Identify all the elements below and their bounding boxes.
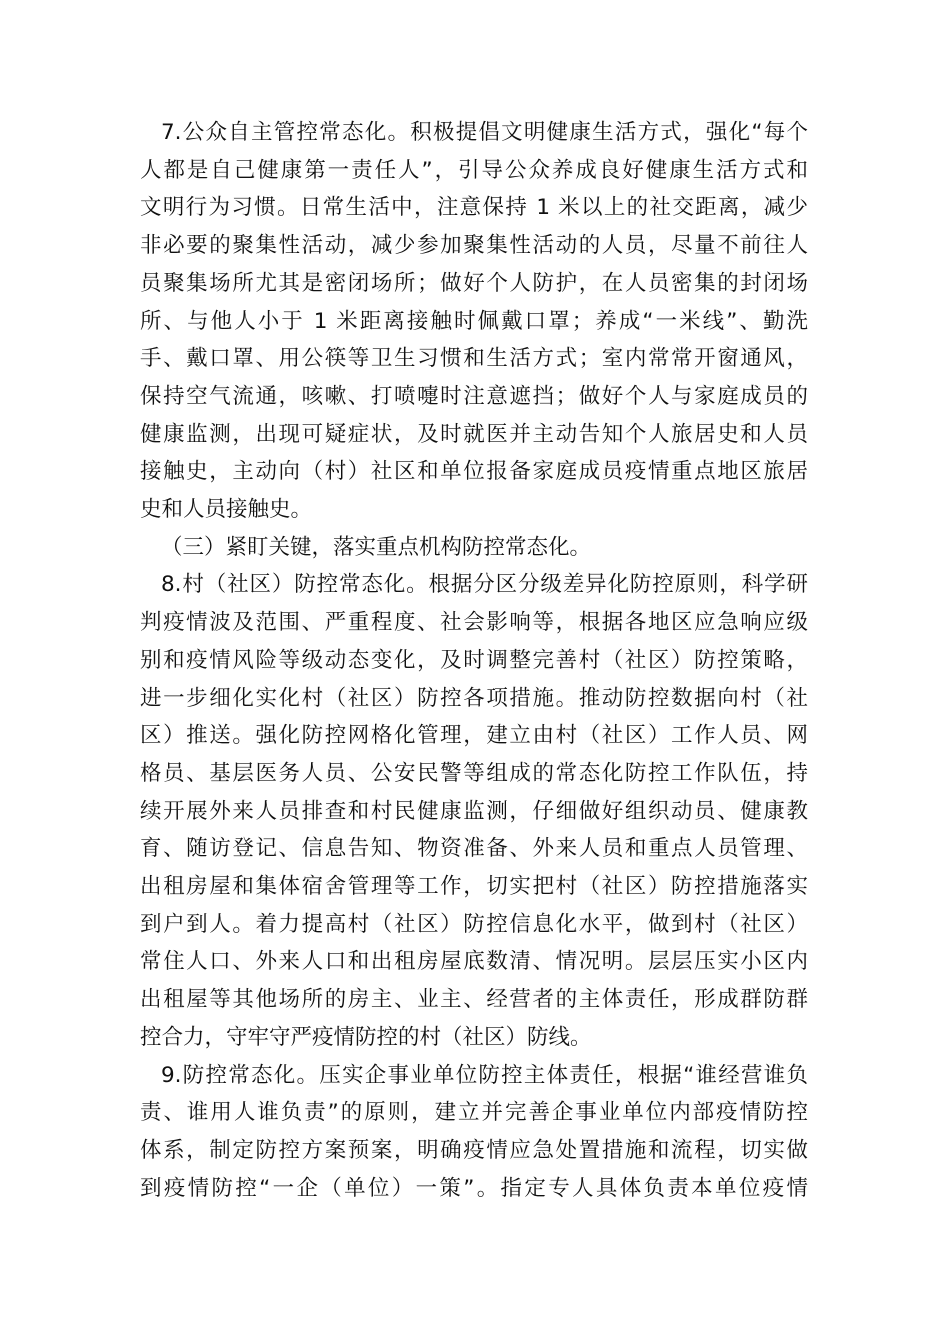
text-line: 续开展外来人员排查和村民健康监测，仔细做好组织动员、健康教 <box>140 798 808 824</box>
text-line: 常住人口、外来人口和出租房屋底数清、情况明。层层压实小区内 <box>140 949 808 975</box>
text-line: 健康监测，出现可疑症状，及时就医并主动告知个人旅居史和人员 <box>140 421 808 447</box>
text-line: 体系，制定防控方案预案，明确疫情应急处置措施和流程，切实做 <box>140 1137 808 1163</box>
text-line: 出租房屋和集体宿舍管理等工作，切实把村（社区）防控措施落实 <box>140 874 808 900</box>
text-line: 到疫情防控“一企（单位）一策”。指定专人具体负责本单位疫情 <box>140 1175 808 1201</box>
text-line: 接触史，主动向（村）社区和单位报备家庭成员疫情重点地区旅居 <box>140 459 808 485</box>
text-line: 非必要的聚集性活动，减少参加聚集性活动的人员，尽量不前往人 <box>140 233 808 259</box>
text-line: 史和人员接触史。 <box>140 497 313 523</box>
text-line: 育、随访登记、信息告知、物资准备、外来人员和重点人员管理、 <box>140 836 808 862</box>
text-line: 出租屋等其他场所的房主、业主、经营者的主体责任，形成群防群 <box>140 987 808 1013</box>
text-line: 8.村（社区）防控常态化。根据分区分级差异化防控原则，科学研 <box>161 572 808 598</box>
text-line: 别和疫情风险等级动态变化，及时调整完善村（社区）防控策略， <box>140 647 808 673</box>
paragraph-para-9 <box>140 1057 808 1208</box>
text-line: （三）紧盯关键，落实重点机构防控常态化。 <box>161 534 592 560</box>
document-body <box>140 114 808 1207</box>
text-line: 到户到人。着力提高村（社区）防控信息化水平，做到村（社区） <box>140 911 808 937</box>
text-line: 格员、基层医务人员、公安民警等组成的常态化防控工作队伍，持 <box>140 760 808 786</box>
paragraph-para-8 <box>140 566 808 1056</box>
paragraph-section-3-heading <box>140 529 808 567</box>
text-line: 7.公众自主管控常态化。积极提倡文明健康生活方式，强化“每个 <box>161 120 808 145</box>
text-line: 保持空气流通，咳嗽、打喷嚏时注意遮挡；做好个人与家庭成员的 <box>140 383 808 409</box>
text-line: 人都是自己健康第一责任人”，引导公众养成良好健康生活方式和 <box>140 157 808 183</box>
text-line: 文明行为习惯。日常生活中，注意保持 1 米以上的社交距离，减少 <box>140 195 808 221</box>
text-line: 手、戴口罩、用公筷等卫生习惯和生活方式；室内常常开窗通风， <box>140 346 808 372</box>
text-line: 判疫情波及范围、严重程度、社会影响等，根据各地区应急响应级 <box>140 610 808 636</box>
text-line: 9.防控常态化。压实企事业单位防控主体责任，根据“谁经营谁负 <box>161 1062 808 1088</box>
text-line: 进一步细化实化村（社区）防控各项措施。推动防控数据向村（社 <box>140 685 808 711</box>
text-line: 所、与他人小于 1 米距离接触时佩戴口罩；养成“一米线”、勤洗 <box>140 308 808 334</box>
text-line: 控合力，守牢守严疫情防控的村（社区）防线。 <box>140 1024 592 1050</box>
text-line: 区）推送。强化防控网格化管理，建立由村（社区）工作人员、网 <box>140 723 808 749</box>
text-line: 员聚集场所尤其是密闭场所；做好个人防护，在人员密集的封闭场 <box>140 270 808 296</box>
text-line: 责、谁用人谁负责”的原则，建立并完善企事业单位内部疫情防控 <box>140 1100 808 1126</box>
paragraph-para-7 <box>140 114 808 529</box>
